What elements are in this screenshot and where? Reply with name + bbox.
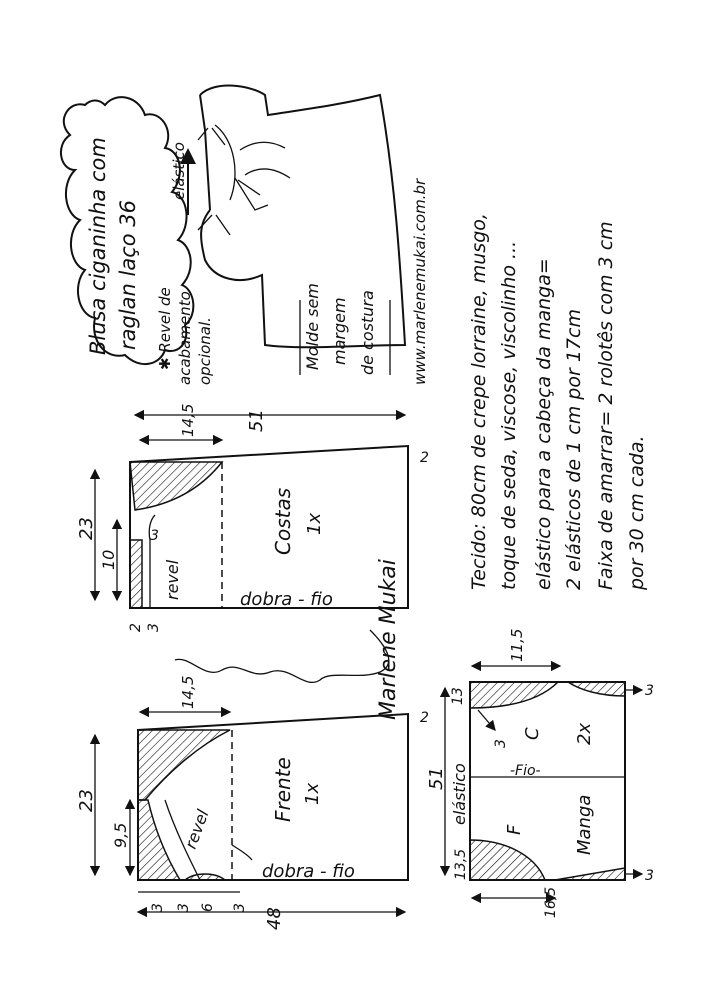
revel-note — [156, 287, 214, 385]
manga-bottom-right-hatch — [555, 868, 625, 880]
costas-dim-2-bottom: 2 — [128, 623, 144, 632]
costas-fold-label: dobra - fio — [240, 589, 333, 610]
manga-top-right-hatch — [568, 682, 625, 696]
costas-dim-23: 23 — [76, 517, 97, 540]
frente-dim-9-5: 9,5 — [111, 822, 130, 848]
manga-dim-51: 51 — [426, 767, 447, 790]
elastico-note: elástico — [170, 142, 188, 200]
costas-qty: 1x — [304, 512, 325, 535]
manga-mark-f: F — [504, 824, 525, 835]
costas-label: Costas — [271, 487, 295, 555]
manga-dim-11-5: 11,5 — [508, 628, 526, 662]
costas-dim-3: 3 — [150, 528, 159, 544]
frente-neckline-hatch — [138, 730, 230, 800]
molde-line3: de costura — [358, 290, 377, 375]
frente-qty: 1x — [302, 782, 323, 805]
materials-line3: elástico para a cabeça da manga= — [533, 258, 555, 590]
manga-bottom-hatch — [470, 840, 545, 880]
manga-label: Manga — [574, 794, 595, 855]
title-line2: raglan laço 36 — [116, 199, 140, 350]
website-text: www.marlenemukai.com.br — [411, 178, 429, 385]
manga-dim-16-5: 16,5 — [543, 886, 559, 918]
manga-dim-13-5: 13,5 — [453, 848, 469, 880]
frente-revel-label: revel — [180, 807, 213, 852]
frente-label: Frente — [271, 757, 295, 822]
costas-dim-51: 51 — [246, 409, 267, 432]
materials-line5: Faixa de amarrar= 2 rolotês com 3 cm — [595, 221, 617, 590]
manga-dim-3-top: 3 — [645, 683, 654, 699]
costas-dim-3-bottom: 3 — [146, 623, 162, 632]
signature — [175, 559, 401, 720]
manga-qty: 2x — [574, 722, 595, 745]
costas-dim-14-5: 14,5 — [179, 403, 197, 437]
molde-note — [300, 283, 390, 375]
frente-dim-23: 23 — [76, 789, 97, 812]
revel-note-line2: acabamento — [176, 291, 194, 385]
frente-dim-3b: 3 — [176, 903, 192, 912]
frente-dim-2-right: 2 — [420, 710, 429, 726]
materials-line1: Tecido: 80cm de crepe lorraine, musgo, — [468, 213, 490, 590]
manga-piece — [426, 629, 654, 918]
costas-dim-10: 10 — [99, 549, 118, 570]
frente-dim-48: 48 — [264, 907, 285, 930]
costas-dim-2-right: 2 — [420, 450, 429, 466]
costas-revel-hatch — [130, 540, 142, 608]
molde-line2: margem — [330, 297, 349, 365]
revel-note-line1: ✱ Revel de — [156, 287, 174, 370]
manga-top-hatch — [470, 682, 558, 708]
molde-line1: Molde sem — [303, 283, 322, 370]
frente-dim-3a: 3 — [150, 903, 166, 912]
title-line1: Blusa ciganinha com — [86, 137, 110, 355]
frente-dim-14-5: 14,5 — [179, 675, 197, 709]
materials-line6: por 30 cm cada. — [626, 435, 648, 590]
frente-fold-label: dobra - fio — [262, 861, 355, 882]
manga-fio: -Fio- — [510, 763, 541, 779]
costas-revel-label: revel — [163, 559, 182, 600]
signature-text: Marlene Mukai — [376, 559, 401, 720]
frente-dim-6: 6 — [200, 903, 216, 912]
materials-line4: 2 elásticos de 1 cm por 17cm — [563, 309, 585, 590]
frente-front-hatch — [138, 800, 180, 880]
manga-dim-3-bottom: 3 — [645, 868, 654, 884]
manga-elastico: elástico — [450, 763, 469, 825]
costas-neckline-hatch — [130, 462, 222, 510]
manga-mark-c: C — [522, 727, 543, 740]
revel-note-line3: opcional. — [196, 317, 214, 385]
materials-line2: toque de seda, viscose, viscolinho ... — [498, 240, 520, 590]
materials-block — [468, 213, 648, 591]
manga-dim-3-arrow: 3 — [493, 739, 509, 748]
manga-dim-13: 13 — [450, 687, 466, 705]
frente-dim-3c: 3 — [232, 903, 248, 912]
